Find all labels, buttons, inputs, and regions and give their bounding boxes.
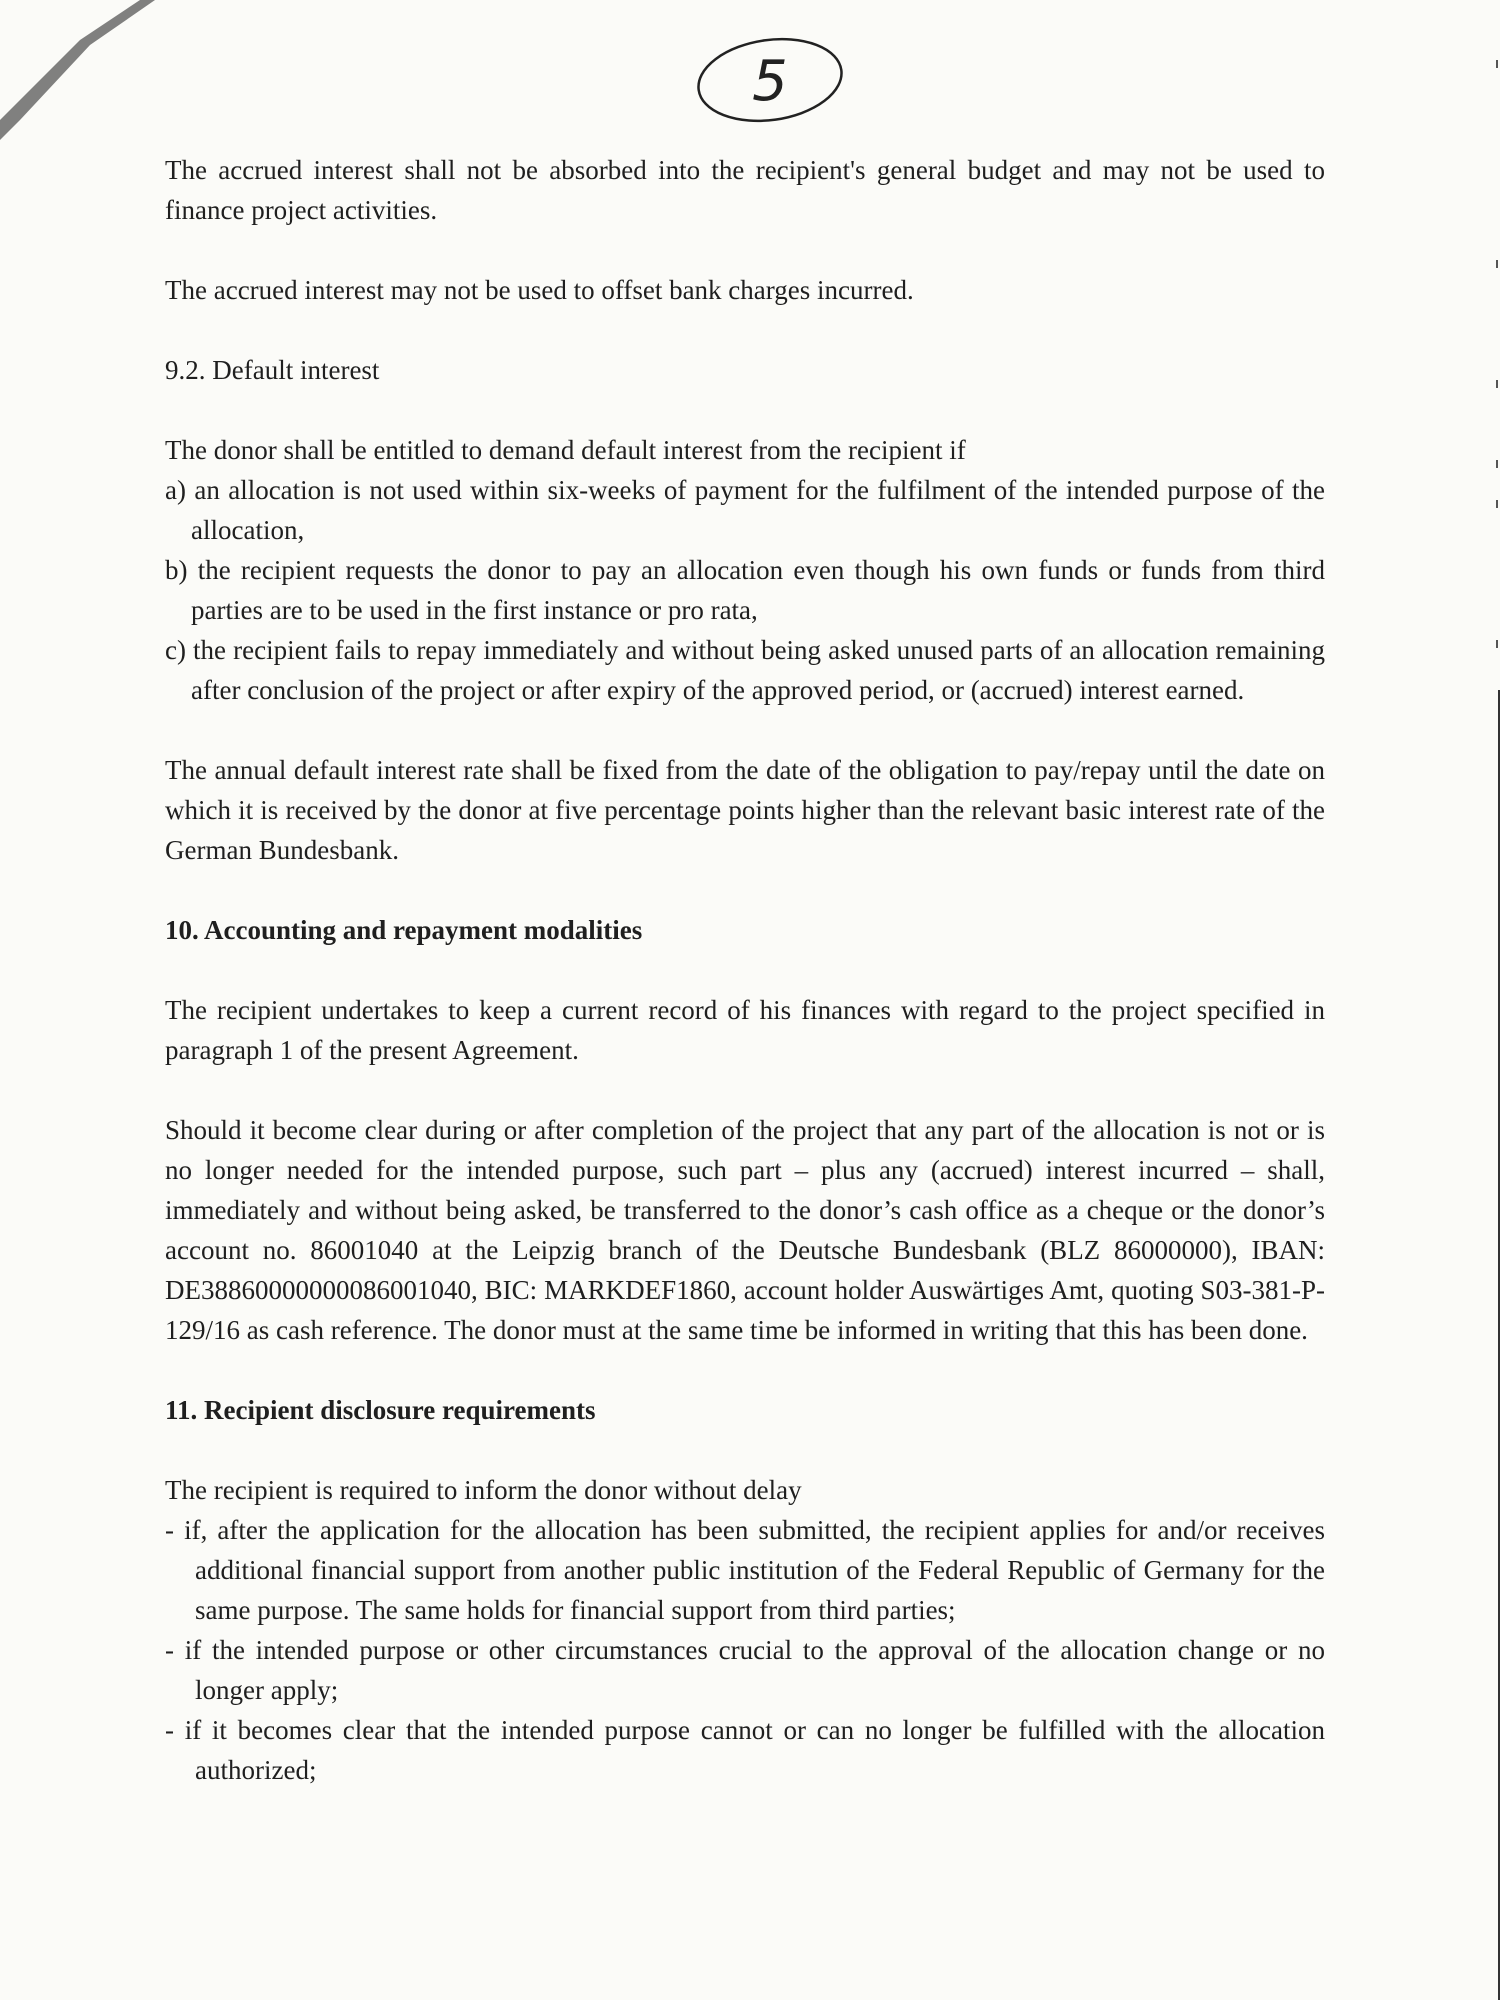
page-number-digit: 5 xyxy=(752,49,788,114)
paragraph-default-interest-rate: The annual default interest rate shall be fixed from the date of the obligation to pay/repay until the date on which it is received by the donor at five percentage points higher than the relevant basic interest rate of the German Bundesbank. xyxy=(165,755,1325,865)
scan-edge-right xyxy=(1492,0,1500,2000)
paragraph-accrued-interest-budget: The accrued interest shall not be absorbed into the recipient's general budget and may not be used to finance project activities. xyxy=(165,155,1325,225)
section-heading-11: 11. Recipient disclosure requirements xyxy=(165,1395,596,1425)
list-item xyxy=(165,1630,1325,1710)
list-item-text: a) an allocation is not used within six-weeks of payment for the fulfilment of the intended purpose of the allocation, xyxy=(165,475,1325,545)
list-item-text: - if, after the application for the allocation has been submitted, the recipient applies for and/or receives additional financial support from another public institution of the Federal Republic of Germany for the same purpose. The same holds for financial support from third parties; xyxy=(165,1515,1325,1625)
handwritten-page-number xyxy=(690,22,850,142)
list-item-text: b) the recipient requests the donor to pay an allocation even though his own funds or funds from third parties are to be used in the first instance or pro rata, xyxy=(165,555,1325,625)
document-body xyxy=(165,150,1325,1830)
paragraph-repayment-details: Should it become clear during or after completion of the project that any part of the allocation is not or is no longer needed for the intended purpose, such part – plus any (accrued) interest incurred – shall, immediately and without being asked, be transferred to the donor’s cash office as a cheque or the donor’s account no. 86001040 at the Leipzig branch of the Deutsche Bundesbank (BLZ 86000000), IBAN: DE38860000000086001040, BIC: MARKDEF1860, account holder Auswärtiges Amt, quoting S03-381-P-129/16 as cash reference. The donor must at the same time be informed in writing that this has been done. xyxy=(165,1115,1325,1345)
list-item xyxy=(165,470,1325,550)
paragraph-accrued-interest-bank-charges: The accrued interest may not be used to offset bank charges incurred. xyxy=(165,275,914,305)
list-item-text: - if it becomes clear that the intended purpose cannot or can no longer be fulfilled with the allocation authorized; xyxy=(165,1715,1325,1785)
list-item xyxy=(165,1710,1325,1790)
disclosure-requirements-list xyxy=(165,1510,1325,1790)
paragraph-default-interest-intro: The donor shall be entitled to demand default interest from the recipient if xyxy=(165,435,966,465)
scan-shadow-mark xyxy=(0,0,180,180)
paragraph-current-record: The recipient undertakes to keep a current record of his finances with regard to the project specified in paragraph 1 of the present Agreement. xyxy=(165,995,1325,1065)
list-item-text: - if the intended purpose or other circumstances crucial to the approval of the allocation change or no longer apply; xyxy=(165,1635,1325,1705)
list-item xyxy=(165,630,1325,710)
section-heading-10: 10. Accounting and repayment modalities xyxy=(165,915,643,945)
section-heading-9-2: 9.2. Default interest xyxy=(165,355,380,385)
list-item-text: c) the recipient fails to repay immediately and without being asked unused parts of an allocation remaining after conclusion of the project or after expiry of the approved period, or (accrued) interest earned. xyxy=(165,635,1325,705)
default-interest-conditions-list xyxy=(165,470,1325,710)
paragraph-disclosure-intro: The recipient is required to inform the donor without delay xyxy=(165,1475,802,1505)
list-item xyxy=(165,550,1325,630)
list-item xyxy=(165,1510,1325,1630)
